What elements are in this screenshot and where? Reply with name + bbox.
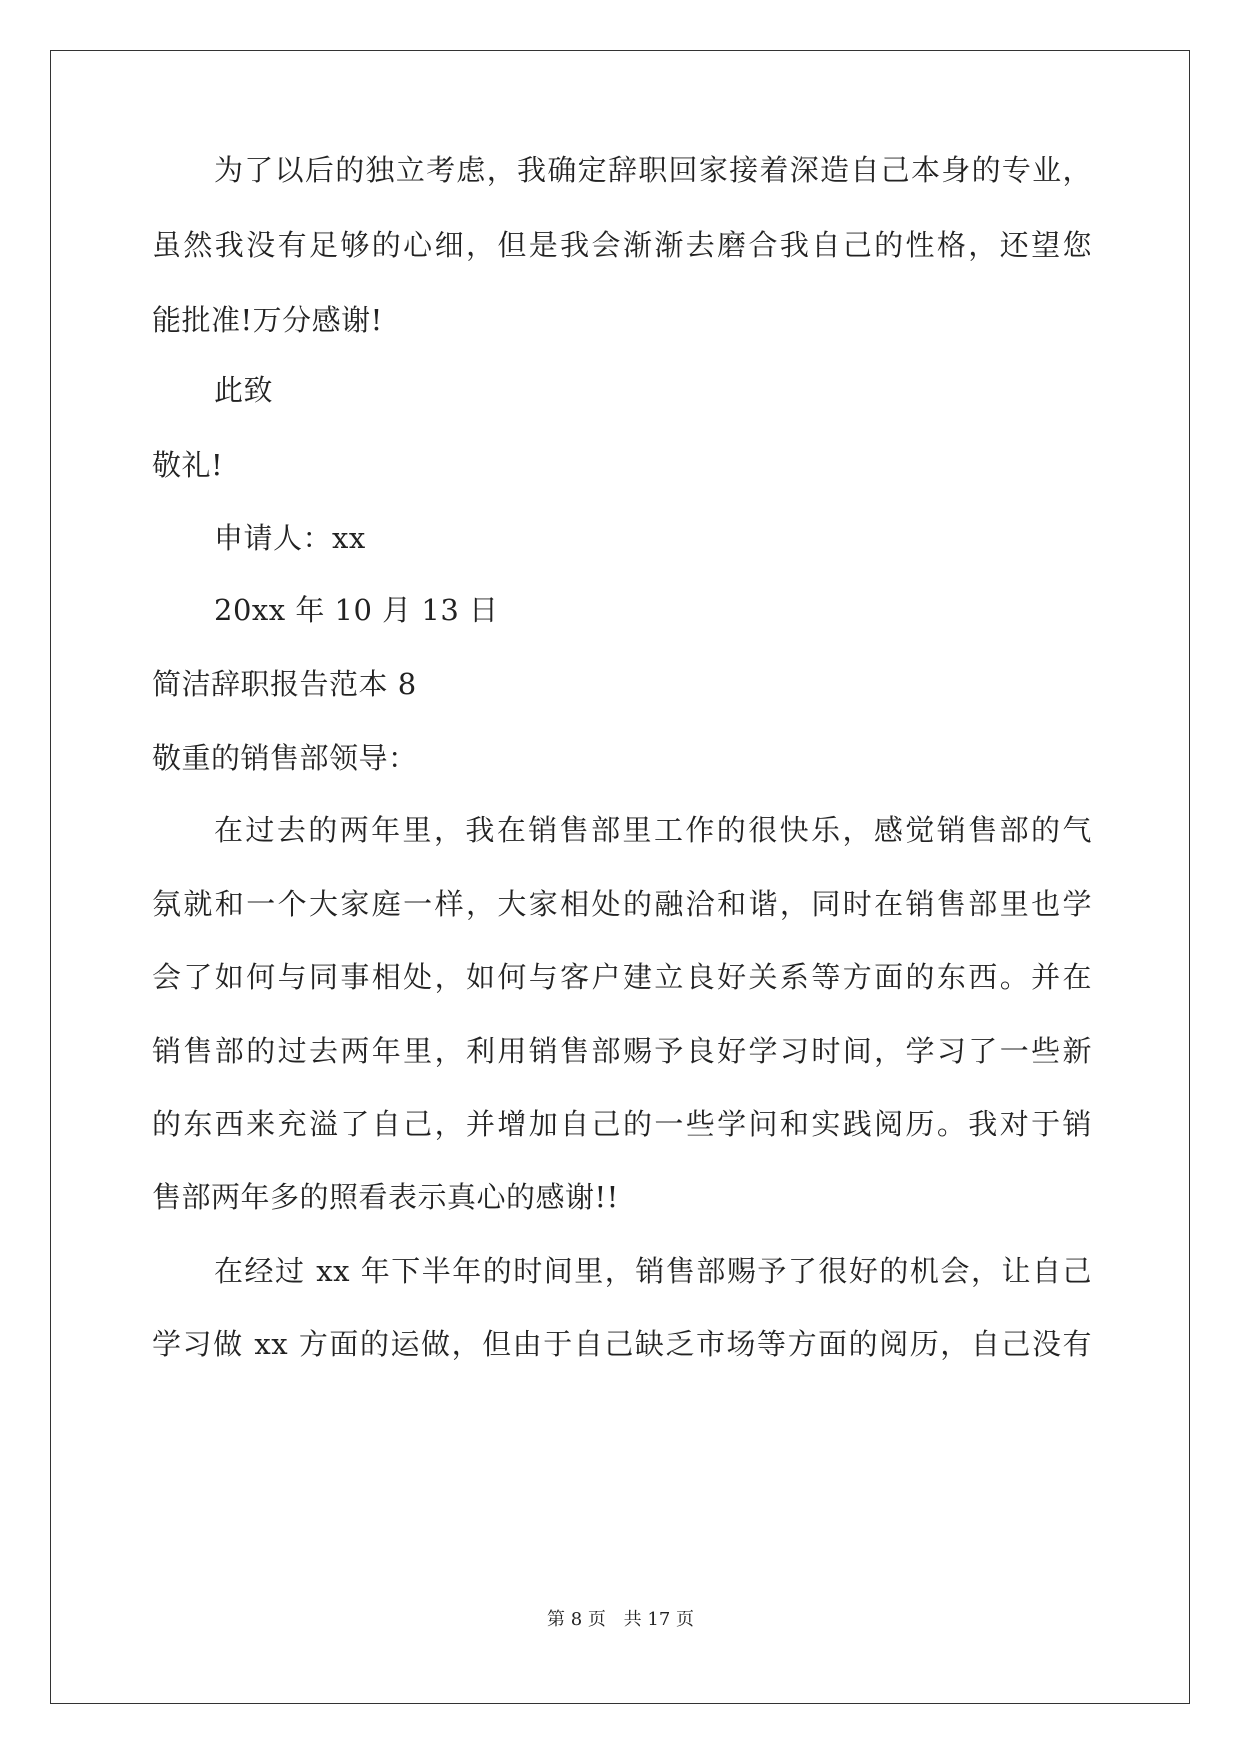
text-line: 能批准!万分感谢! — [152, 303, 383, 337]
date-line: 20xx 年 10 月 13 日 — [214, 593, 499, 627]
applicant-line: 申请人：xx — [214, 521, 366, 555]
page-total: 共 17 页 — [623, 1609, 694, 1630]
section-heading: 简洁辞职报告范本 8 — [152, 667, 417, 701]
text-line: 学习做 xx 方面的运做，但由于自己缺乏市场等方面的阅历，自己没有 — [152, 1327, 1092, 1361]
text-line: 氛就和一个大家庭一样，大家相处的融洽和谐，同时在销售部里也学 — [152, 887, 1092, 921]
text-line: 的东西来充溢了自己，并增加自己的一些学问和实践阅历。我对于销 — [152, 1107, 1092, 1141]
text-line: 在经过 xx 年下半年的时间里，销售部赐予了很好的机会，让自己 — [214, 1254, 1092, 1288]
page-border — [50, 50, 1190, 1704]
text-line: 虽然我没有足够的心细，但是我会渐渐去磨合我自己的性格，还望您 — [152, 228, 1092, 262]
text-line: 为了以后的独立考虑，我确定辞职回家接着深造自己本身的专业， — [214, 153, 1092, 187]
text-line: 会了如何与同事相处，如何与客户建立良好关系等方面的东西。并在 — [152, 960, 1092, 994]
closing-respect: 敬礼! — [152, 448, 224, 482]
page-footer — [0, 1608, 1241, 1632]
text-line: 在过去的两年里，我在销售部里工作的很快乐，感觉销售部的气 — [214, 813, 1092, 847]
page-number: 第 8 页 — [547, 1609, 606, 1630]
closing-salutation: 此致 — [214, 373, 274, 407]
greeting-line: 敬重的销售部领导： — [152, 741, 418, 775]
text-line: 售部两年多的照看表示真心的感谢!! — [152, 1180, 619, 1214]
text-line: 销售部的过去两年里，利用销售部赐予良好学习时间，学习了一些新 — [152, 1034, 1092, 1068]
